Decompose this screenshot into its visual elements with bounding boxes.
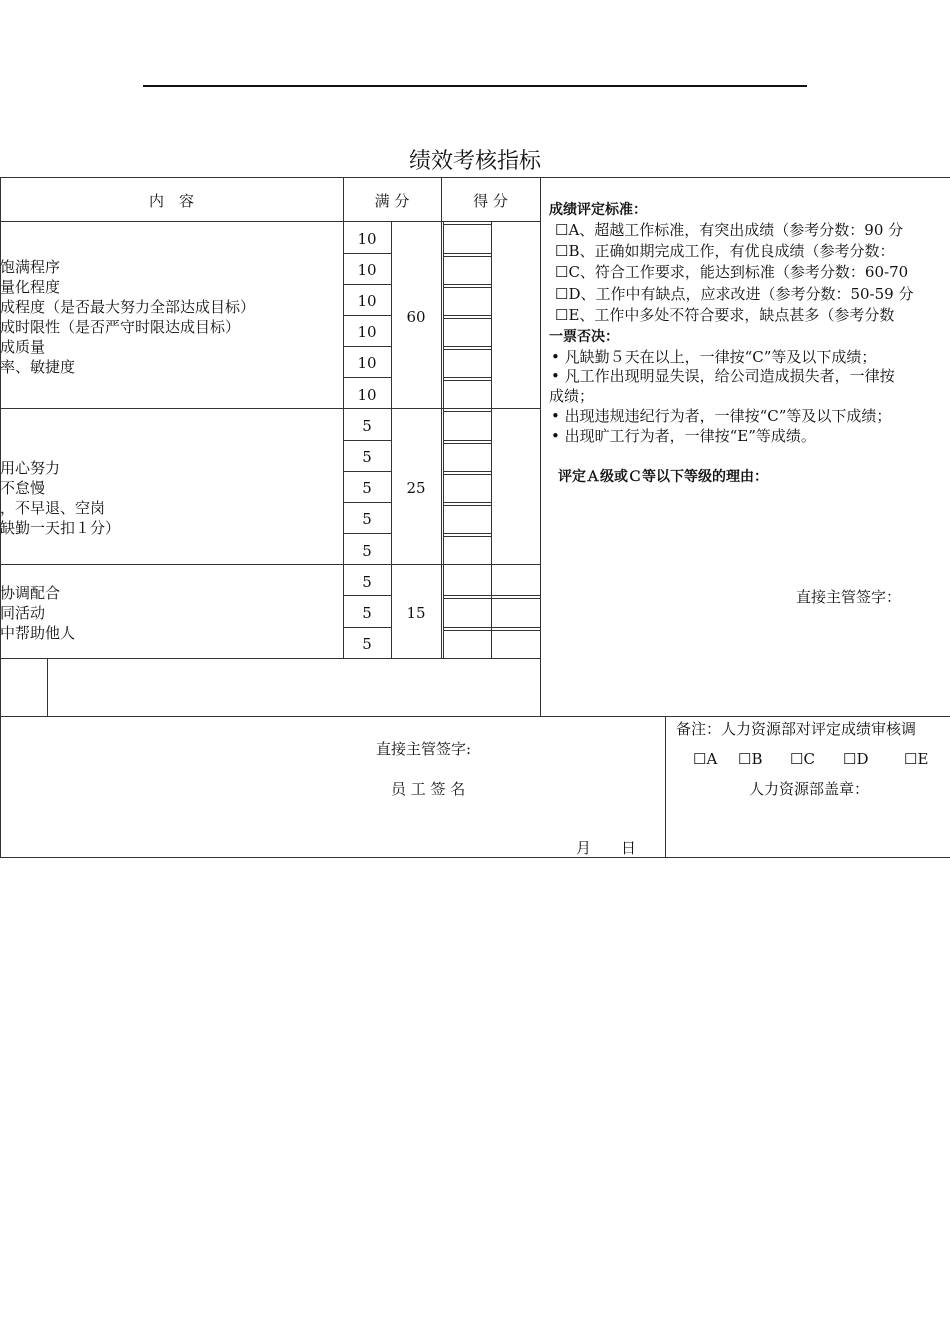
- item-score: 10: [357, 230, 377, 248]
- hr-note: 备注：人力资源部对评定成绩审核调: [676, 720, 917, 738]
- item-score: 10: [357, 323, 377, 341]
- grade-option-d[interactable]: ☐D: [843, 750, 869, 768]
- page-title: 绩效考核指标: [408, 149, 541, 174]
- item-score: 10: [357, 354, 377, 372]
- veto-heading: 一票否决：: [549, 329, 619, 345]
- section-1-item: 饱满程序: [0, 258, 61, 276]
- veto-item: • 凡缺勤５天在以上，一律按“C”等及以下成绩；: [551, 348, 877, 366]
- item-score: 5: [362, 573, 372, 591]
- item-score: 5: [362, 635, 372, 653]
- veto-item: 成绩；: [549, 387, 595, 405]
- item-score: 10: [357, 261, 377, 279]
- header-content: 内 容: [148, 192, 194, 210]
- grade-e: ☐E、工作中多处不符合要求，缺点甚多（参考分数: [555, 306, 895, 324]
- item-score: 5: [362, 542, 372, 560]
- veto-item: • 出现违规违纪行为者，一律按“C”等及以下成绩；: [551, 407, 892, 425]
- item-score: 5: [362, 479, 372, 497]
- grade-d: ☐D、工作中有缺点，应求改进（参考分数：50-59 分: [555, 285, 914, 303]
- item-score: 5: [362, 417, 372, 435]
- main-bottom-border: [0, 716, 950, 717]
- reason-label: 评定Ａ级或Ｃ等以下等级的理由：: [558, 469, 768, 485]
- veto-item: • 凡工作出现明显失误，给公司造成损失者，一律按: [551, 367, 895, 385]
- section-1-item: 量化程度: [0, 278, 61, 296]
- item-score: 10: [357, 386, 377, 404]
- footer-supervisor-signature: 直接主管签字:: [376, 740, 472, 758]
- criteria-heading: 成绩评定标准：: [549, 202, 647, 218]
- date-month: 月: [576, 839, 592, 857]
- grade-option-c[interactable]: ☐C: [790, 750, 815, 768]
- section-1-bottom-border: [0, 408, 541, 409]
- date-day: 日: [621, 839, 637, 857]
- section-1-item: 成时限性（是否严守时限达成目标）: [0, 318, 241, 336]
- grade-option-a[interactable]: ☐A: [693, 750, 718, 768]
- header-full-score: 满 分: [374, 192, 410, 210]
- grade-c: ☐C、符合工作要求，能达到标准（参考分数：60-70: [555, 263, 909, 281]
- grade-b: ☐B、正确如期完成工作，有优良成绩（参考分数：: [555, 242, 895, 260]
- table-bottom-border: [0, 857, 950, 858]
- grade-option-b[interactable]: ☐B: [738, 750, 763, 768]
- section-1-item: 率、敏捷度: [0, 358, 76, 376]
- veto-item: • 出现旷工行为者，一律按“E”等成绩。: [551, 427, 816, 445]
- section-2-item: ，不早退、空岗: [0, 499, 106, 517]
- section-3-item: 同活动: [0, 604, 46, 622]
- table-top-border: [0, 177, 950, 178]
- section-2-bottom-border: [0, 564, 541, 565]
- section-2-item: 不怠慢: [0, 479, 46, 497]
- section-3-total: 15: [406, 604, 426, 622]
- section-1-total: 60: [406, 308, 426, 326]
- item-score: 5: [362, 510, 372, 528]
- section-3-bottom-border: [0, 658, 541, 659]
- supervisor-signature-label: 直接主管签字：: [796, 588, 902, 606]
- top-rule: [143, 85, 807, 87]
- section-1-item: 成质量: [0, 338, 46, 356]
- item-score: 5: [362, 604, 372, 622]
- section-1-item: 成程度（是否最大努力全部达成目标）: [0, 298, 256, 316]
- item-score: 10: [357, 292, 377, 310]
- grade-a: ☐A、超越工作标准，有突出成绩（参考分数：90 分: [555, 221, 904, 239]
- section-2-item: 缺勤一天扣１分）: [0, 519, 121, 537]
- header-bottom-border: [0, 221, 541, 222]
- item-score: 5: [362, 448, 372, 466]
- employee-signature: 员 工 签 名: [391, 780, 466, 798]
- section-2-total: 25: [406, 479, 426, 497]
- section-3-item: 中帮助他人: [0, 624, 76, 642]
- grade-option-e[interactable]: ☐E: [904, 750, 929, 768]
- section-3-item: 协调配合: [0, 584, 61, 602]
- section-2-item: 用心努力: [0, 459, 61, 477]
- header-score: 得 分: [473, 192, 508, 210]
- hr-stamp: 人力资源部盖章：: [749, 780, 870, 798]
